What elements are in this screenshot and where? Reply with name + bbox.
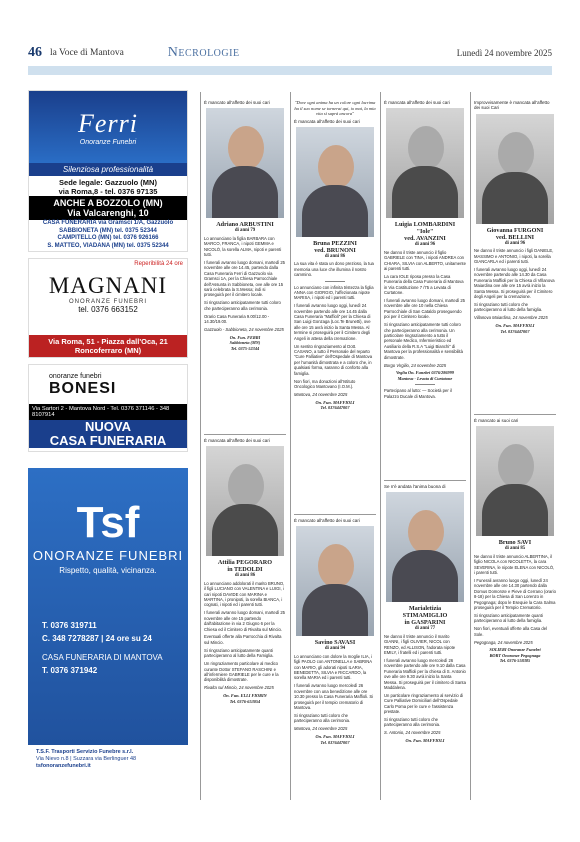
obituary-pegoraro xyxy=(204,438,286,704)
obituary-text: Si ringraziano anticipatamente quanti parteciperanno al lutto della Famiglia. xyxy=(204,647,274,659)
funeral-home-signature: Mantova - Levata di Curtatone xyxy=(397,375,453,381)
obituary-text: Si ringraziano tutti coloro che parteciperanno al lutto della famiglia. xyxy=(474,301,543,313)
obituary-lead: È mancata all'affetto dei suoi cari xyxy=(204,438,270,443)
obituary-stimamiglio xyxy=(384,484,466,744)
ad-tsf[interactable] xyxy=(28,468,188,774)
funeral-home-signature: Tel. 0376447007 xyxy=(320,405,350,411)
obituary-text: I funerali avranno luogo domani, martedì 25 novembre alle ore 15 partendo dall'abitazione in via 2 Giugno 6 per la Chiesa ed il Cimitero di Rivalta sul Mincio. xyxy=(204,610,286,632)
obituary-text: Ne danno il triste annuncio ALBERTINA, il figlio NICOLA con NICOLETTA, la cara SEVERINA, le nipote ELENA con NICOLÒ, i parenti tutti. xyxy=(474,553,555,576)
deceased-age: di anni 96 xyxy=(414,242,436,248)
ad-magnani[interactable] xyxy=(28,258,188,358)
deceased-photo xyxy=(206,446,284,556)
funeral-home-signature: On. Fun. MAFFIOLI xyxy=(315,734,355,740)
obituary-text: Si ringraziano tutti coloro che parteciperanno alla cerimonia. xyxy=(294,712,351,724)
bonesi-name: BONESI xyxy=(49,380,117,397)
tsf-funeral-home: CASA FUNERARIA DI MANTOVA xyxy=(42,653,163,662)
section-title: Necrologie xyxy=(167,45,240,60)
deceased-age: di anni 86 xyxy=(324,253,346,259)
obituary-text: Si ringraziano anticipatamente tutti coloro che parteciperanno alla cerimonia. Un particolare ringraziamento a tutto il personale Medico, Infermieristico ed Ausiliario della R.S.A "Luigi Bianchi" di Mantova per la professionalità e sensibilità dimostrate. xyxy=(384,322,463,360)
obituary-text: I funerali avranno luogo domani, martedì 25 novembre alle ore 14.45, partendo dalla Casa Funeraria Ferri di Gazzuolo via Gramsci 1A, per la Chiesa Parrocchiale dell'Assunta in Sabbioneta, ove alle ore 15 sarà celebrata la S.Messa; indi si proseguirà per il cimitero locale. xyxy=(204,259,286,298)
obituary-lead: Se n'è andata l'anima buona di xyxy=(384,484,446,489)
obituary-text: I Funerali avranno luogo oggi, lunedì 24 novembre alle ore 14.30 partendo dalla Domus Domorote e Pieve di Cerrano (orario 8-18) per la Chiesa di San Lorenzo in Pegognaga; dopo le Esequie la Cara Salma proseguirà per il Tempio Crematorio. xyxy=(474,577,556,610)
ferri-line: Via Valcarenghi, 10 xyxy=(67,208,149,218)
tsf-footer-line: tsfonoranzefunebri.it xyxy=(36,763,91,769)
magnani-availability: Reperibilità 24 ore xyxy=(134,261,183,267)
deceased-age: di anni 77 xyxy=(414,626,436,632)
tsf-phone: T. 0376 319711 xyxy=(42,621,97,630)
obituary-text: Ne danno il triste annuncio il figlio GABRIELE con TINA, i nipoti ANDREA con CHIARA, SILVIA con ALBERTO, unitamente ai parenti tutti. xyxy=(384,249,466,272)
magnani-address-line: Roncoferraro (MN) xyxy=(74,346,142,355)
obituary-text: Non fiori, ma donazioni all'Istituto Oncologico Mantovano (I.O.M.). xyxy=(294,378,356,389)
obituary-text: I funerali avranno luogo oggi, lunedì 24 novembre partendo alle ore 14.45 dalla Casa Funeraria "Maffioli" per la Chiesa di San Luigi Gonzaga (Loc.Te Brunetti), ove alle ore 15 avrà inizio la Santa Messa. Al termine si proseguirà per il Cimitero degli Angeli in attesa della cremazione. xyxy=(294,303,371,341)
obituary-savi xyxy=(474,418,556,664)
tsf-footer-line: T.S.F. Trasporti Servizio Funebre s.r.l. xyxy=(36,749,134,755)
obituary-text: Lo annunciano la figlia BARBARA con MARCO, FRANCA, i nipoti GEMMA e NICOLÒ, la sorella ALMA, nipoti e parenti tutti. xyxy=(204,235,282,258)
obituary-place-date: S. Antonio, 24 novembre 2025 xyxy=(384,730,441,736)
funeral-home-signature: Tel. 0376447007 xyxy=(320,739,350,745)
funeral-home-signature: On. Fun. MAFFIOLI xyxy=(495,323,535,329)
deceased-name: Adriano ARBUSTINI xyxy=(216,221,274,229)
tsf-sub: ONORANZE FUNEBRI xyxy=(32,548,184,563)
text-rule xyxy=(325,281,345,282)
deceased-age: di anni 94 xyxy=(324,646,346,652)
obituary-text: Lo annunciano addolorati il marito BRUNO, il figli LUCIANO con VALENTINA e LUIGI, i cari nipoti DAVIDE con MARINA e MARTINA, i pronipoti, la sorella BIANCA, i cognati, i nipoti ed i parenti tutti. xyxy=(204,580,285,608)
tsf-footer-line: Via Nievo n.8 | Suzzara via Berlinguer 48 xyxy=(36,756,137,762)
issue-date: Lunedì 24 novembre 2025 xyxy=(456,48,552,58)
page-number: 46 xyxy=(28,45,42,60)
magnani-name: MAGNANI xyxy=(48,273,168,298)
obituary-text: Un sentito ringraziamento al Dott. CASANO, a tutto il Personale del reparto "Cure Palliative" dell'Ospedale di Mantova per l'umanità dimostrata e a coloro che, in qualsiasi forma, saranno di conforto alla famiglia. xyxy=(294,343,373,376)
ferri-line: CAMPITELLO (MN) tel. 0376 926166 xyxy=(57,235,159,241)
header-band xyxy=(28,66,552,75)
obituary-condolence: Partecipano al lutto: — Società per il Palazzo Ducale di Mantova. xyxy=(384,388,452,399)
bonesi-sub: onoranze funebri xyxy=(49,373,102,380)
ferri-line: Sede legale: Gazzuolo (MN) xyxy=(59,178,157,187)
deceased-nickname: "Iole" xyxy=(416,228,434,236)
obituary-quote: "Dove ogni anima ha un colore ogni lacrima ha il suo nome se tornerai qui, io mai, la mia vita sì saprà ancora" xyxy=(294,100,376,116)
ferri-line: SABBIONETA (MN) tel. 0375 52344 xyxy=(59,227,157,234)
funeral-home-signature: On. Fun. FERRI xyxy=(229,334,261,340)
deceased-name: Savino SAVASI xyxy=(314,639,356,647)
ferri-tagline: Onoranze Funebri xyxy=(79,138,137,146)
deceased-photo xyxy=(386,108,464,218)
obituary-arbustini xyxy=(204,100,286,351)
deceased-photo xyxy=(386,492,464,602)
page-header xyxy=(28,42,552,64)
obituary-place-date: Mantova, 24 novembre 2025 xyxy=(294,391,348,397)
funeral-home-signature: On. Fun. MAFFIOLI xyxy=(315,399,355,405)
obituary-place-date: Rivalta sul Mincio, 24 novembre 2025 xyxy=(204,685,274,691)
tsf-logo: Tsf xyxy=(76,498,140,547)
deceased-photo xyxy=(476,426,554,536)
deceased-age: di anni 79 xyxy=(234,228,256,234)
obituary-text: Non fiori, eventuali offerte alla Casa del Sole. xyxy=(474,626,548,637)
column-divider xyxy=(290,92,291,800)
ferri-info xyxy=(29,176,187,196)
obituary-divider xyxy=(294,514,376,515)
deceased-name: Bruno SAVI xyxy=(498,539,532,547)
obituary-text: Si ringraziano tutti coloro che parteciperanno alla cerimonia. xyxy=(384,717,441,728)
deceased-photo xyxy=(476,114,554,224)
deceased-name: Luigia LOMBARDINI xyxy=(394,221,456,229)
ferri-motto: Silenziosa professionalità xyxy=(29,163,187,176)
obituary-text: I funerali avranno luogo domani, martedì 25 novembre alle ore 10 nella Chiesa Parrocchiale di San Cataldo proseguendo poi per il Cimitero locale. xyxy=(384,298,466,320)
obituary-divider xyxy=(384,480,466,481)
publication-name: la Voce di Mantova xyxy=(50,48,124,58)
tsf-footer xyxy=(28,745,188,774)
funeral-home-signature: On. Fun. ELLI FIORIN xyxy=(223,693,267,699)
obituary-text: Lo annunciano con infinita tristezza la figlia ANNA con GIORGIO, l'affezionata nipote MARISA, i nipoti ed i parenti tutti. xyxy=(294,284,374,301)
obituary-lead: È mancato ai suoi cari xyxy=(474,418,519,423)
funeral-home-signature: Tel. 0376-558385 xyxy=(499,658,531,664)
magnani-sub: ONORANZE FUNEBRI xyxy=(68,299,147,305)
obituary-lead: Improvvisamente è mancata all'affetto dei suoi Cari xyxy=(474,100,550,111)
bonesi-banner: NUOVA xyxy=(29,420,187,434)
funeral-home-signature: On. Fun. MAFFIOLI xyxy=(405,738,445,744)
bonesi-banner: CASA FUNERARIA xyxy=(29,434,187,448)
deceased-photo xyxy=(206,108,284,218)
obituary-text: Orario Casa Funeraria 9.00/12.00 - 14.30/19.00. xyxy=(204,313,270,324)
funeral-home-signature: SOLIERI Onoranze Funebri xyxy=(489,647,541,653)
obituary-text: Un ringraziamento particolare al medico curante Dottor STEFANO RASCHINI e all'infermiere GABRIELE per le cure e la disponibilità dimostrate. xyxy=(204,661,279,683)
ferri-line: S. MATTEO, VIADANA (MN) tel. 0375 52344 xyxy=(47,242,169,249)
obituary-lead: È mancato all'affetto dei suoi cari xyxy=(294,518,360,523)
column-divider xyxy=(380,92,381,800)
deceased-age: di anni 85 xyxy=(504,546,526,552)
ferri-line: ANCHE A BOZZOLO (MN) xyxy=(53,198,163,208)
funeral-home-signature: Veglia On. Funebri 0376/286999 xyxy=(395,370,455,376)
ferri-name: Ferri xyxy=(78,108,138,138)
tsf-phone: C. 348 7278287 | 24 ore su 24 xyxy=(42,634,152,643)
ferri-line: CASA FUNERARIA via Gramsci 1/A, Gazzuolo xyxy=(42,220,174,226)
obituary-divider xyxy=(474,414,556,415)
funeral-home-signature: Tel. 0376447007 xyxy=(500,328,530,334)
obituary-text: Un particolare ringraziamento al servizio di Cure Palliative Domiciliari dell'Ospedale Carlo Poma per le cure e l'assistenza prestate. xyxy=(384,692,464,715)
ferri-branches xyxy=(29,220,187,250)
ad-bonesi[interactable] xyxy=(28,364,188,452)
obituary-text: Ne danno il triste annuncio i figli DANIELE, MASSIMO e ANTONIO, i nipoti, la sorella GIANCARLA ed i parenti tutti. xyxy=(474,248,554,265)
obituary-place-date: Mantova, 24 novembre 2025 xyxy=(294,726,348,732)
deceased-name: Attilia PEGORARO xyxy=(217,559,273,567)
funeral-home-signature: Tel. 0376-653054 xyxy=(229,698,261,704)
bonesi-address: Via Sartori 2 - Mantova Nord - Tel. 0376 371146 - 348 8107914 xyxy=(29,404,187,420)
obituary-text: Lo annunciano con dolore la moglie ILIA, i figli PAOLO con ANTONELLA e SABRINA con MARIO, gli adorati nipoti ILARIA, BENEDETTA, SILVIA e RICCARDO, la sorella MARIA ed i parenti tutti. xyxy=(294,653,372,681)
obituary-lead: È mancata all'affetto dei suoi cari xyxy=(384,100,450,105)
obituary-text: Ne danno il triste annuncio il marito GIANNI, i figli OLIVIER, NICOL con RENZO, ed ALLISON, l'adorata nipote EMILY, i fratelli ed i parenti tutti. xyxy=(384,633,456,656)
magnani-phone: tel. 0376 663152 xyxy=(78,305,138,314)
deceased-name: ved. BRUNONI xyxy=(314,246,356,254)
obituary-text: Si ringraziano anticipatamente quanti parteciperanno al lutto della famiglia. xyxy=(474,612,543,624)
deceased-name: in TEDOLDI xyxy=(227,566,263,574)
obituary-lead: È mancata all'affetto dei suoi cari xyxy=(294,118,360,124)
obituary-place-date: Gazzuolo - Sabbioneta, 24 novembre 2025 xyxy=(204,326,284,332)
obituary-lead: È mancato all'affetto dei suoi cari xyxy=(204,100,270,105)
magnani-address-line: Via Roma, 51 - Piazza dall'Oca, 21 xyxy=(48,337,168,346)
deceased-name: Bruna PEZZINI xyxy=(313,239,357,247)
obituary-place-date: Villanova Maiardina, 24 novembre 2025 xyxy=(474,315,548,321)
ferri-line: via Roma,8 - tel. 0376 97135 xyxy=(58,187,158,196)
obituary-text: La sua vita è stata un dono prezioso, la tua memoria una luce che illumina il nostro cammino. xyxy=(294,261,374,278)
obituary-text: La cara IOLE riposa presso la Casa Funeraria della Casa Funeraria di Mantova in Via Costituzione 7 /75 a Levata di Curtatone. xyxy=(384,273,464,296)
obituary-text: Si ringraziano anticipatamente tutti coloro che parteciperanno alla cerimonia. xyxy=(204,300,281,311)
obituary-place-date: Pegognaga, 24 novembre 2025 xyxy=(474,639,533,645)
deceased-age: di anni 96 xyxy=(504,240,526,246)
obituary-furgoni xyxy=(474,100,556,334)
obituary-text: Eventuali offerte alla Parrocchia di Rivalta sul Mincio. xyxy=(204,634,282,645)
obituary-pezzini xyxy=(294,100,376,411)
text-rule xyxy=(415,384,435,385)
obituary-text: I funerali avranno luogo mercoledì 26 novembre partendo alle ore 9.10 dalla Casa Funeraria Maffioli per la chiesa di S. Antonio ove alle ore 9.30 avrà inizio la Santa Messa. Si proseguirà per il cimitero di Santa Maddalena. xyxy=(384,657,466,690)
deceased-name: Giovanna FURGONI xyxy=(486,226,544,234)
ferri-logo xyxy=(29,91,187,163)
tsf-phone: T. 0376 371942 xyxy=(42,666,98,675)
column-divider xyxy=(200,92,201,800)
column-divider xyxy=(470,92,471,800)
deceased-name: ved. BELLINI xyxy=(495,233,535,241)
funeral-home-signature: BORT Onoranze Pegognaga xyxy=(489,652,541,658)
ferri-branch xyxy=(29,196,187,220)
deceased-photo xyxy=(296,127,374,237)
deceased-name: Marialetizia xyxy=(408,605,442,613)
ad-ferri[interactable] xyxy=(28,90,188,252)
obituary-place-date: Borgo Virgilio, 24 novembre 2025 xyxy=(384,362,447,368)
deceased-photo xyxy=(296,526,374,636)
deceased-name: STIMAMIGLIO xyxy=(402,612,448,620)
obituary-divider xyxy=(204,434,286,435)
tsf-contacts xyxy=(28,619,188,677)
obituary-text: I funerali avranno luogo mercoledì 26 novembre con una benedizione alle ore 10.30 presso la Casa Funeraria Maffioli. Si proseguirà per il tempio crematorio di Mantova. xyxy=(294,683,374,710)
funeral-home-signature: Tel. 0375-52344 xyxy=(230,345,260,351)
obituary-savasi xyxy=(294,518,376,745)
tsf-motto: Rispetto, qualità, vicinanza. xyxy=(59,566,157,575)
deceased-name: ved. AVANZINI xyxy=(404,235,446,243)
deceased-name: in GASPARINI xyxy=(404,619,446,627)
funeral-home-signature: Sabbioneta (MN) xyxy=(229,340,261,346)
obituary-lombardini xyxy=(384,100,466,402)
deceased-age: di anni 86 xyxy=(234,573,256,579)
magnani-address xyxy=(29,335,187,357)
obituary-text: I funerali avranno luogo oggi, lunedì 24 novembre partendo alle 14.30 da Casa Funeraria Maffioli per la Chiesa di Villanova Maiardina ove alle ore 15 avrà inizio la Santa Messa. Si proseguirà per il Cimitero degli Angeli per la cremazione. xyxy=(474,266,555,299)
